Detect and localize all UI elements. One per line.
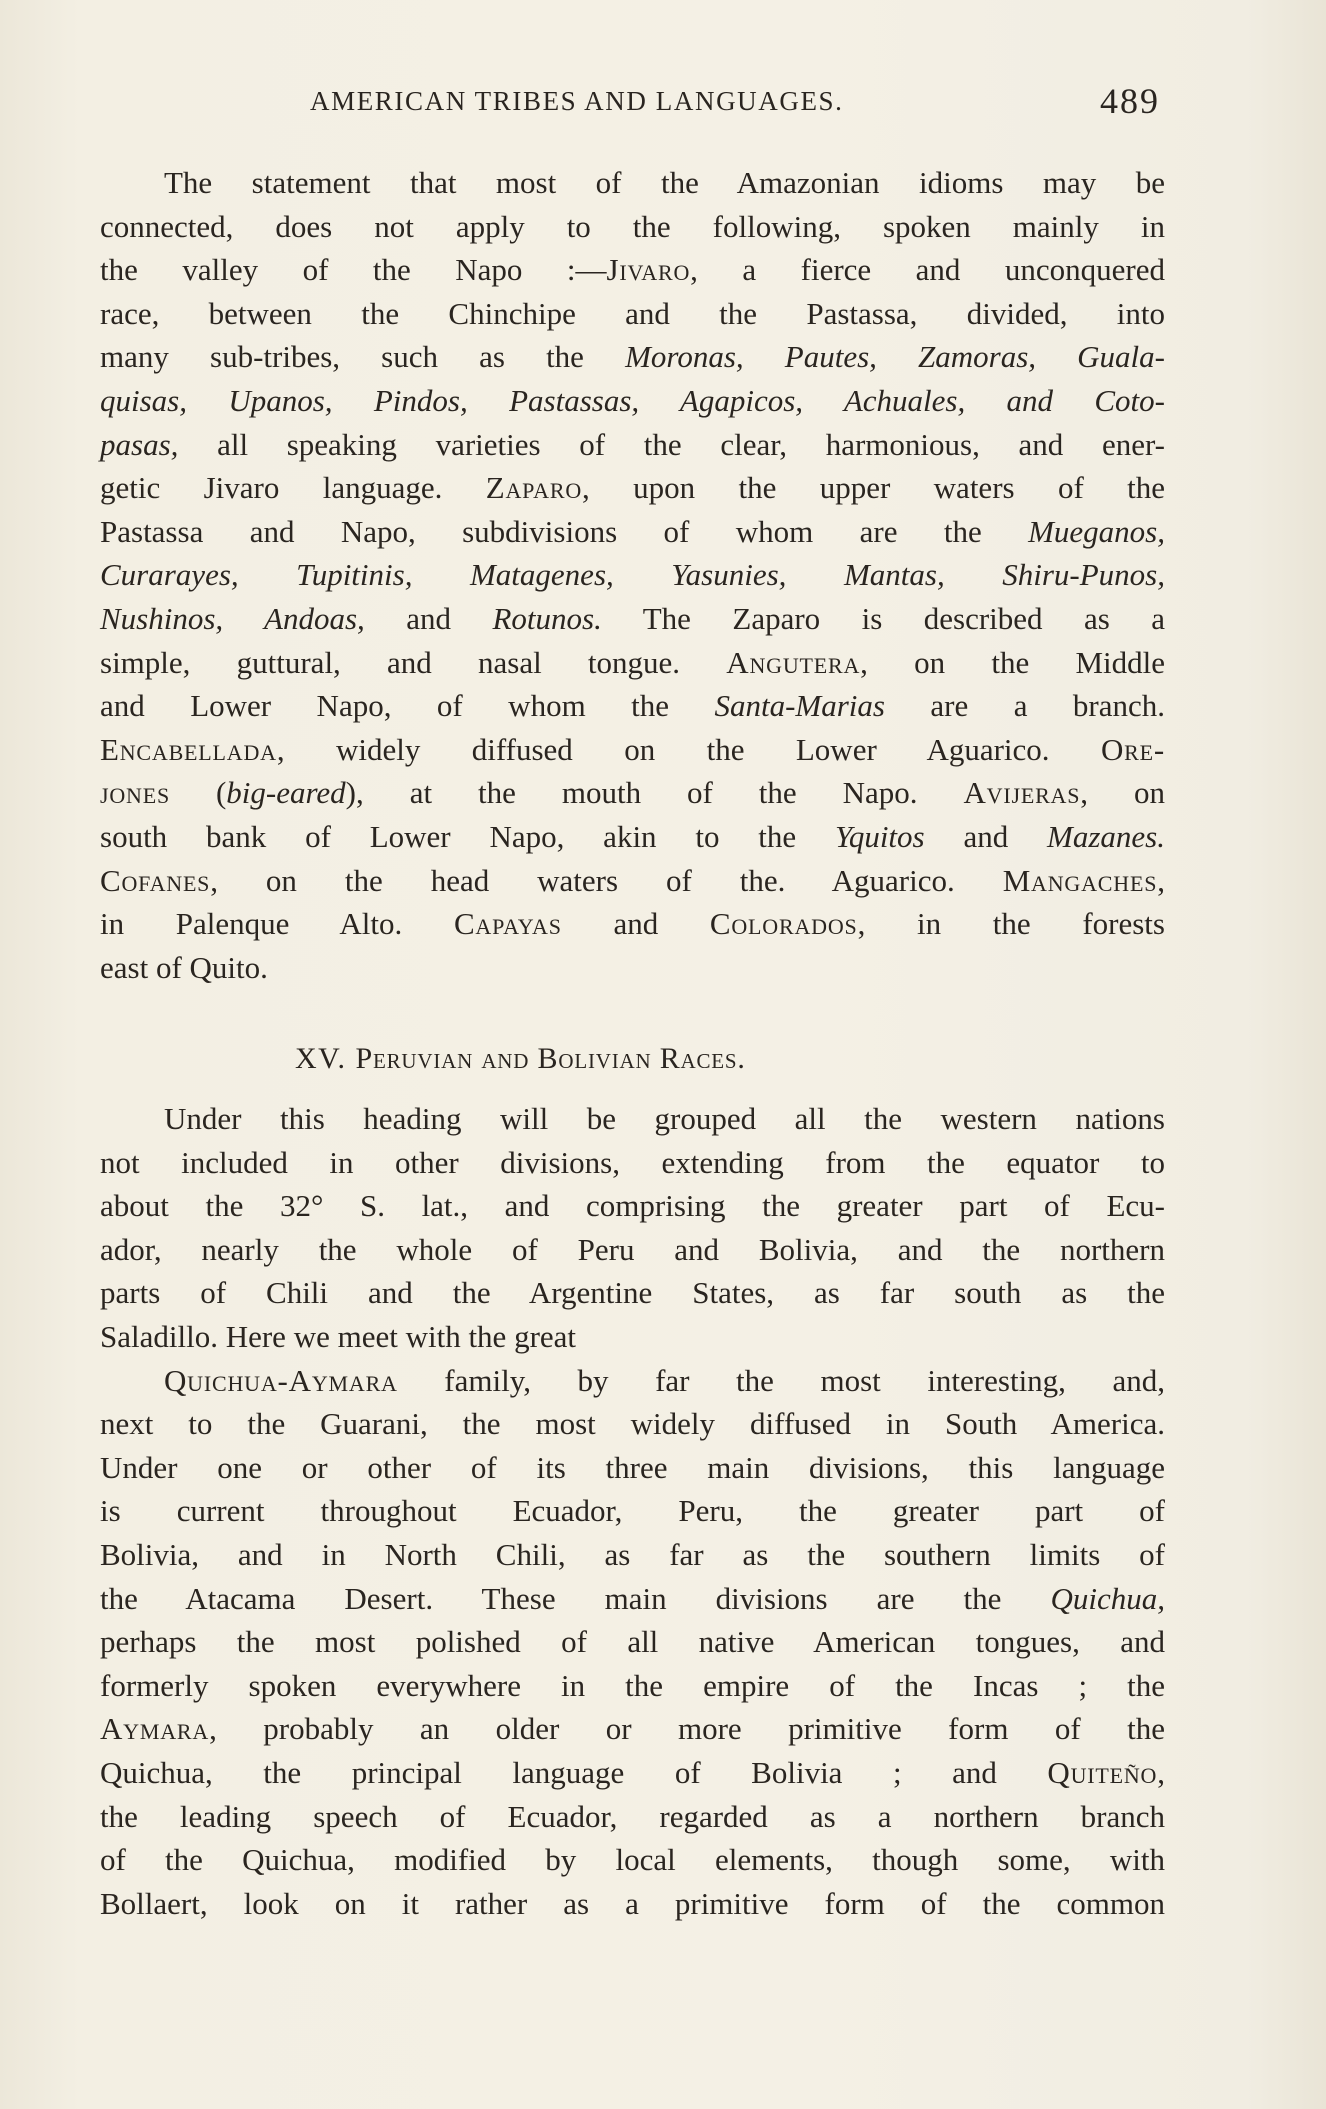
text-segment: and: [561, 906, 710, 942]
running-title: AMERICAN TRIBES AND LANGUAGES.: [310, 86, 844, 116]
text-line: [100, 1577, 1165, 1621]
text-segment: Encabellada: [100, 731, 277, 767]
text-line: [100, 510, 1165, 554]
text-line: [100, 946, 1165, 990]
text-segment: The Zaparo is described as a: [601, 600, 1166, 636]
text-segment: , in the forests: [857, 906, 1165, 942]
text-line: [100, 1184, 1165, 1228]
paragraph-amazonian-idioms: [100, 161, 1165, 989]
text-segment: Zaparo: [485, 470, 583, 506]
text-line: [100, 1359, 1165, 1403]
text-line: [100, 1882, 1165, 1926]
text-segment: ,: [1157, 1754, 1165, 1790]
text-segment: quisas, Upanos, Pindos, Pastassas, Agapicos, Achuales, and Coto-: [100, 382, 1165, 418]
paragraph-peruvian-bolivian: [100, 1097, 1165, 1925]
text-segment: simple, guttural, and nasal tongue.: [100, 644, 727, 680]
text-line: [100, 335, 1165, 379]
text-segment: big-eared: [226, 775, 346, 811]
text-segment: Yquitos: [835, 818, 925, 854]
text-line: [100, 641, 1165, 685]
text-segment: ,: [1157, 862, 1165, 898]
text-line: [100, 771, 1165, 815]
text-line: [100, 248, 1165, 292]
text-line: [100, 1097, 1165, 1141]
text-line: [100, 1620, 1165, 1664]
text-line: [100, 902, 1165, 946]
text-segment: Bollaert, look on it rather as a primitive form of the common: [100, 1885, 1165, 1921]
text-line: [100, 1838, 1165, 1882]
text-segment: , on the Middle: [860, 644, 1165, 680]
text-line: [100, 1751, 1165, 1795]
section-title: Peruvian and Bolivian Races.: [355, 1042, 746, 1075]
text-segment: Under one or other of its three main divisions, this language: [100, 1449, 1165, 1485]
text-segment: Bolivia, and in North Chili, as far as the southern limits of: [100, 1536, 1165, 1572]
text-line: [100, 1228, 1165, 1272]
text-line: [100, 1707, 1165, 1751]
text-segment: Cofanes: [100, 862, 211, 898]
text-segment: Saladillo. Here we meet with the great: [100, 1318, 577, 1354]
text-segment: Quichua-Aymara: [164, 1362, 398, 1398]
text-segment: Capayas: [453, 906, 562, 942]
text-segment: Nushinos, Andoas,: [100, 600, 365, 636]
text-segment: connected, does not apply to the following, spoken mainly in: [100, 208, 1165, 244]
text-segment: , upon the upper waters of the: [582, 470, 1165, 506]
text-segment: (: [170, 775, 227, 811]
text-segment: the Atacama Desert. These main divisions are the: [100, 1580, 1051, 1616]
text-line: [100, 553, 1165, 597]
text-segment: formerly spoken everywhere in the empire of the Incas ; the: [100, 1667, 1165, 1703]
text-segment: , a fierce and unconquered: [690, 252, 1165, 288]
text-segment: and: [364, 600, 493, 636]
text-segment: of the Quichua, modified by local elements, though some, with: [100, 1842, 1165, 1878]
text-segment: , probably an older or more primitive form of the: [209, 1711, 1165, 1747]
text-segment: The statement that most of the Amazonian idioms may be: [164, 165, 1165, 200]
text-segment: Pastassa and Napo, subdivisions of whom are the: [100, 513, 1029, 549]
text-segment: Quichua, the principal language of Bolivia ; and: [100, 1754, 1048, 1790]
text-segment: , on the head waters of the. Aguarico.: [210, 862, 1003, 898]
text-line: [100, 1489, 1165, 1533]
text-segment: Quiteño: [1047, 1754, 1158, 1790]
text-segment: jones: [100, 775, 171, 811]
text-line: [100, 1533, 1165, 1577]
text-segment: Avijeras: [963, 775, 1081, 811]
text-segment: Jivaro: [606, 252, 691, 288]
text-line: [100, 1402, 1165, 1446]
text-segment: next to the Guarani, the most widely diffused in South America.: [100, 1406, 1165, 1442]
text-segment: Mangaches: [1002, 862, 1158, 898]
text-segment: race, between the Chinchipe and the Pastassa, divided, into: [100, 295, 1165, 331]
text-line: [100, 1315, 1165, 1359]
text-segment: ), at the mouth of the Napo.: [345, 775, 964, 811]
text-line: [100, 423, 1165, 467]
text-segment: all speaking varieties of the clear, harmonious, and ener-: [178, 426, 1165, 462]
text-segment: many sub-tribes, such as the: [100, 339, 626, 375]
text-segment: Colorados: [709, 906, 858, 942]
text-segment: Rotunos.: [492, 600, 602, 636]
text-line: [100, 1141, 1165, 1185]
text-line: [100, 815, 1165, 859]
text-line: [100, 161, 1165, 205]
text-segment: in Palenque Alto.: [100, 906, 454, 942]
text-segment: Aymara: [100, 1711, 210, 1747]
text-segment: getic Jivaro language.: [100, 470, 486, 506]
text-segment: is current throughout Ecuador, Peru, the greater part of: [100, 1493, 1165, 1529]
text-segment: family, by far the most interesting, and,: [397, 1362, 1165, 1398]
section-heading: [295, 1042, 746, 1076]
text-line: [100, 205, 1165, 249]
text-line: [100, 466, 1165, 510]
text-segment: Mueganos,: [1028, 513, 1165, 549]
text-segment: Santa-Marias: [714, 688, 885, 724]
text-segment: the valley of the Napo :—: [100, 252, 607, 288]
text-segment: , on: [1080, 775, 1165, 811]
text-line: [100, 1271, 1165, 1315]
text-segment: and: [924, 818, 1048, 854]
text-segment: Angutera: [726, 644, 861, 680]
text-segment: are a branch.: [884, 688, 1165, 724]
text-segment: east of Quito.: [100, 949, 268, 985]
text-segment: Curarayes, Tupitinis, Matagenes, Yasunies, Mantas, Shiru-Punos,: [100, 557, 1165, 593]
running-head: [100, 80, 1160, 120]
text-segment: , widely diffused on the Lower Aguarico.: [276, 731, 1101, 767]
text-segment: Moronas, Pautes, Zamoras, Guala-: [625, 339, 1165, 375]
text-line: [100, 684, 1165, 728]
text-segment: pasas,: [100, 426, 179, 462]
text-segment: Under this heading will be grouped all the western nations: [164, 1101, 1165, 1136]
text-segment: and Lower Napo, of whom the: [100, 688, 715, 724]
text-segment: perhaps the most polished of all native American tongues, and: [100, 1624, 1165, 1660]
text-line: [100, 1664, 1165, 1708]
text-segment: parts of Chili and the Argentine States, as far south as the: [100, 1275, 1165, 1311]
text-line: [100, 597, 1165, 641]
text-line: [100, 292, 1165, 336]
text-segment: about the 32° S. lat., and comprising the greater part of Ecu-: [100, 1188, 1165, 1224]
text-segment: south bank of Lower Napo, akin to the: [100, 818, 836, 854]
text-segment: ador, nearly the whole of Peru and Bolivia, and the northern: [100, 1231, 1165, 1267]
section-numeral: XV.: [295, 1042, 347, 1075]
text-line: [100, 859, 1165, 903]
text-line: [100, 1795, 1165, 1839]
text-line: [100, 728, 1165, 772]
text-line: [100, 379, 1165, 423]
text-segment: not included in other divisions, extending from the equator to: [100, 1144, 1165, 1180]
text-line: [100, 1446, 1165, 1490]
text-segment: Ore-: [1100, 731, 1165, 767]
text-segment: the leading speech of Ecuador, regarded as a northern branch: [100, 1798, 1165, 1834]
page-number: 489: [1100, 81, 1160, 121]
text-segment: Quichua,: [1050, 1580, 1165, 1616]
text-segment: Mazanes.: [1047, 818, 1165, 854]
